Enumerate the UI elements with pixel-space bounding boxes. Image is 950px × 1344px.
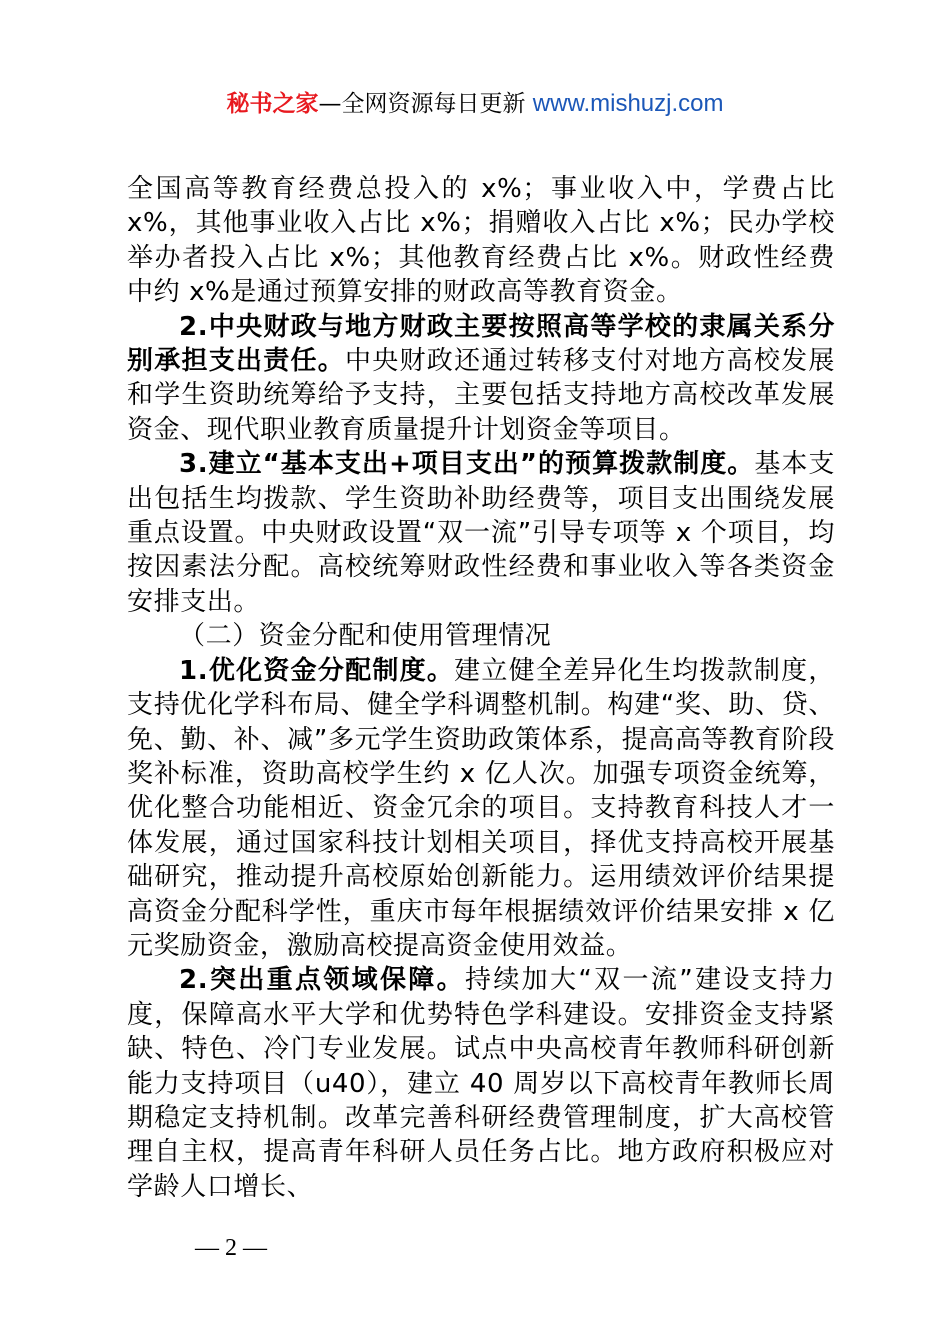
paragraph-text: 中央财政还通过转移支付对地方高校发展和学生资助统筹给予支持，主要包括支持地方高校改革发展资金、现代职业教育质量提升计划资金等项目。	[127, 346, 835, 445]
site-url-link[interactable]: www.mishuzj.com	[532, 90, 724, 117]
paragraph-text: 建立健全差异化生均拨款制度，支持优化学科布局、健全学科调整机制。构建“奖、助、贷、免、勤、补、减”多元学生资助政策体系，提高高等教育阶段奖补标准，资助高校学生约 x 亿人次。加强专项资金统筹，优化整合功能相近、资金冗余的项目。支持教育科技人才一体发展，通过国家科技计划相关项目，择优支持高校开展基础研究，推动提升高校原始创新能力。运用绩效评价结果提高资金分配科学性，重庆市每年根据绩效评价结果安排 x 亿元奖励资金，激励高校提高资金使用效益。	[127, 655, 835, 961]
paragraph-text: 基本支出包括生均拨款、学生资助补助经费等，项目支出围绕发展重点设置。中央财政设置“双一流”引导专项等 x 个项目，均按因素法分配。高校统筹财政性经费和事业收入等各类资金安排支出。	[127, 449, 835, 617]
paragraph-lead: 3.建立“基本支出+项目支出”的预算拨款制度。	[179, 449, 755, 480]
paragraph-optimize-allocation	[127, 654, 835, 964]
subheading-text: （二）资金分配和使用管理情况	[179, 621, 552, 652]
paragraph-text: 持续加大“双一流”建设支持力度，保障高水平大学和优势特色学科建设。安排资金支持紧缺、特色、冷门专业发展。试点中央高校青年教师科研创新能力支持项目（u40），建立 40 周岁以下高校青年教师长周期稳定支持机制。改革完善科研经费管理制度，扩大高校管理自主权，提高青年科研人员任务占比。地方政府积极应对学龄人口增长、	[127, 965, 835, 1202]
site-header	[0, 88, 950, 120]
site-tagline: —全网资源每日更新	[318, 91, 533, 117]
paragraph-lead: 2.突出重点领域保障。	[179, 965, 465, 996]
section-subheading	[127, 619, 835, 653]
paragraph-lead: 1.优化资金分配制度。	[179, 655, 455, 686]
page-number: — 2 —	[195, 1235, 267, 1261]
paragraph-budget-allocation-system	[127, 447, 835, 619]
document-body	[127, 172, 835, 1204]
paragraph-continuation	[127, 172, 835, 310]
paragraph-text: 全国高等教育经费总投入的 x%；事业收入中，学费占比 x%，其他事业收入占比 x%；捐赠收入占比 x%；民办学校举办者投入占比 x%；其他教育经费占比 x%。财政性经费中约 x%是通过预算安排的财政高等教育资金。	[127, 174, 835, 308]
paragraph-lead: 2.中央财政与地方财政主要按照高等学校的隶属关系分别承担支出责任。	[127, 311, 835, 377]
paragraph-key-areas	[127, 963, 835, 1204]
paragraph-central-local-responsibility	[127, 310, 835, 448]
site-brand: 秘书之家	[226, 91, 319, 117]
